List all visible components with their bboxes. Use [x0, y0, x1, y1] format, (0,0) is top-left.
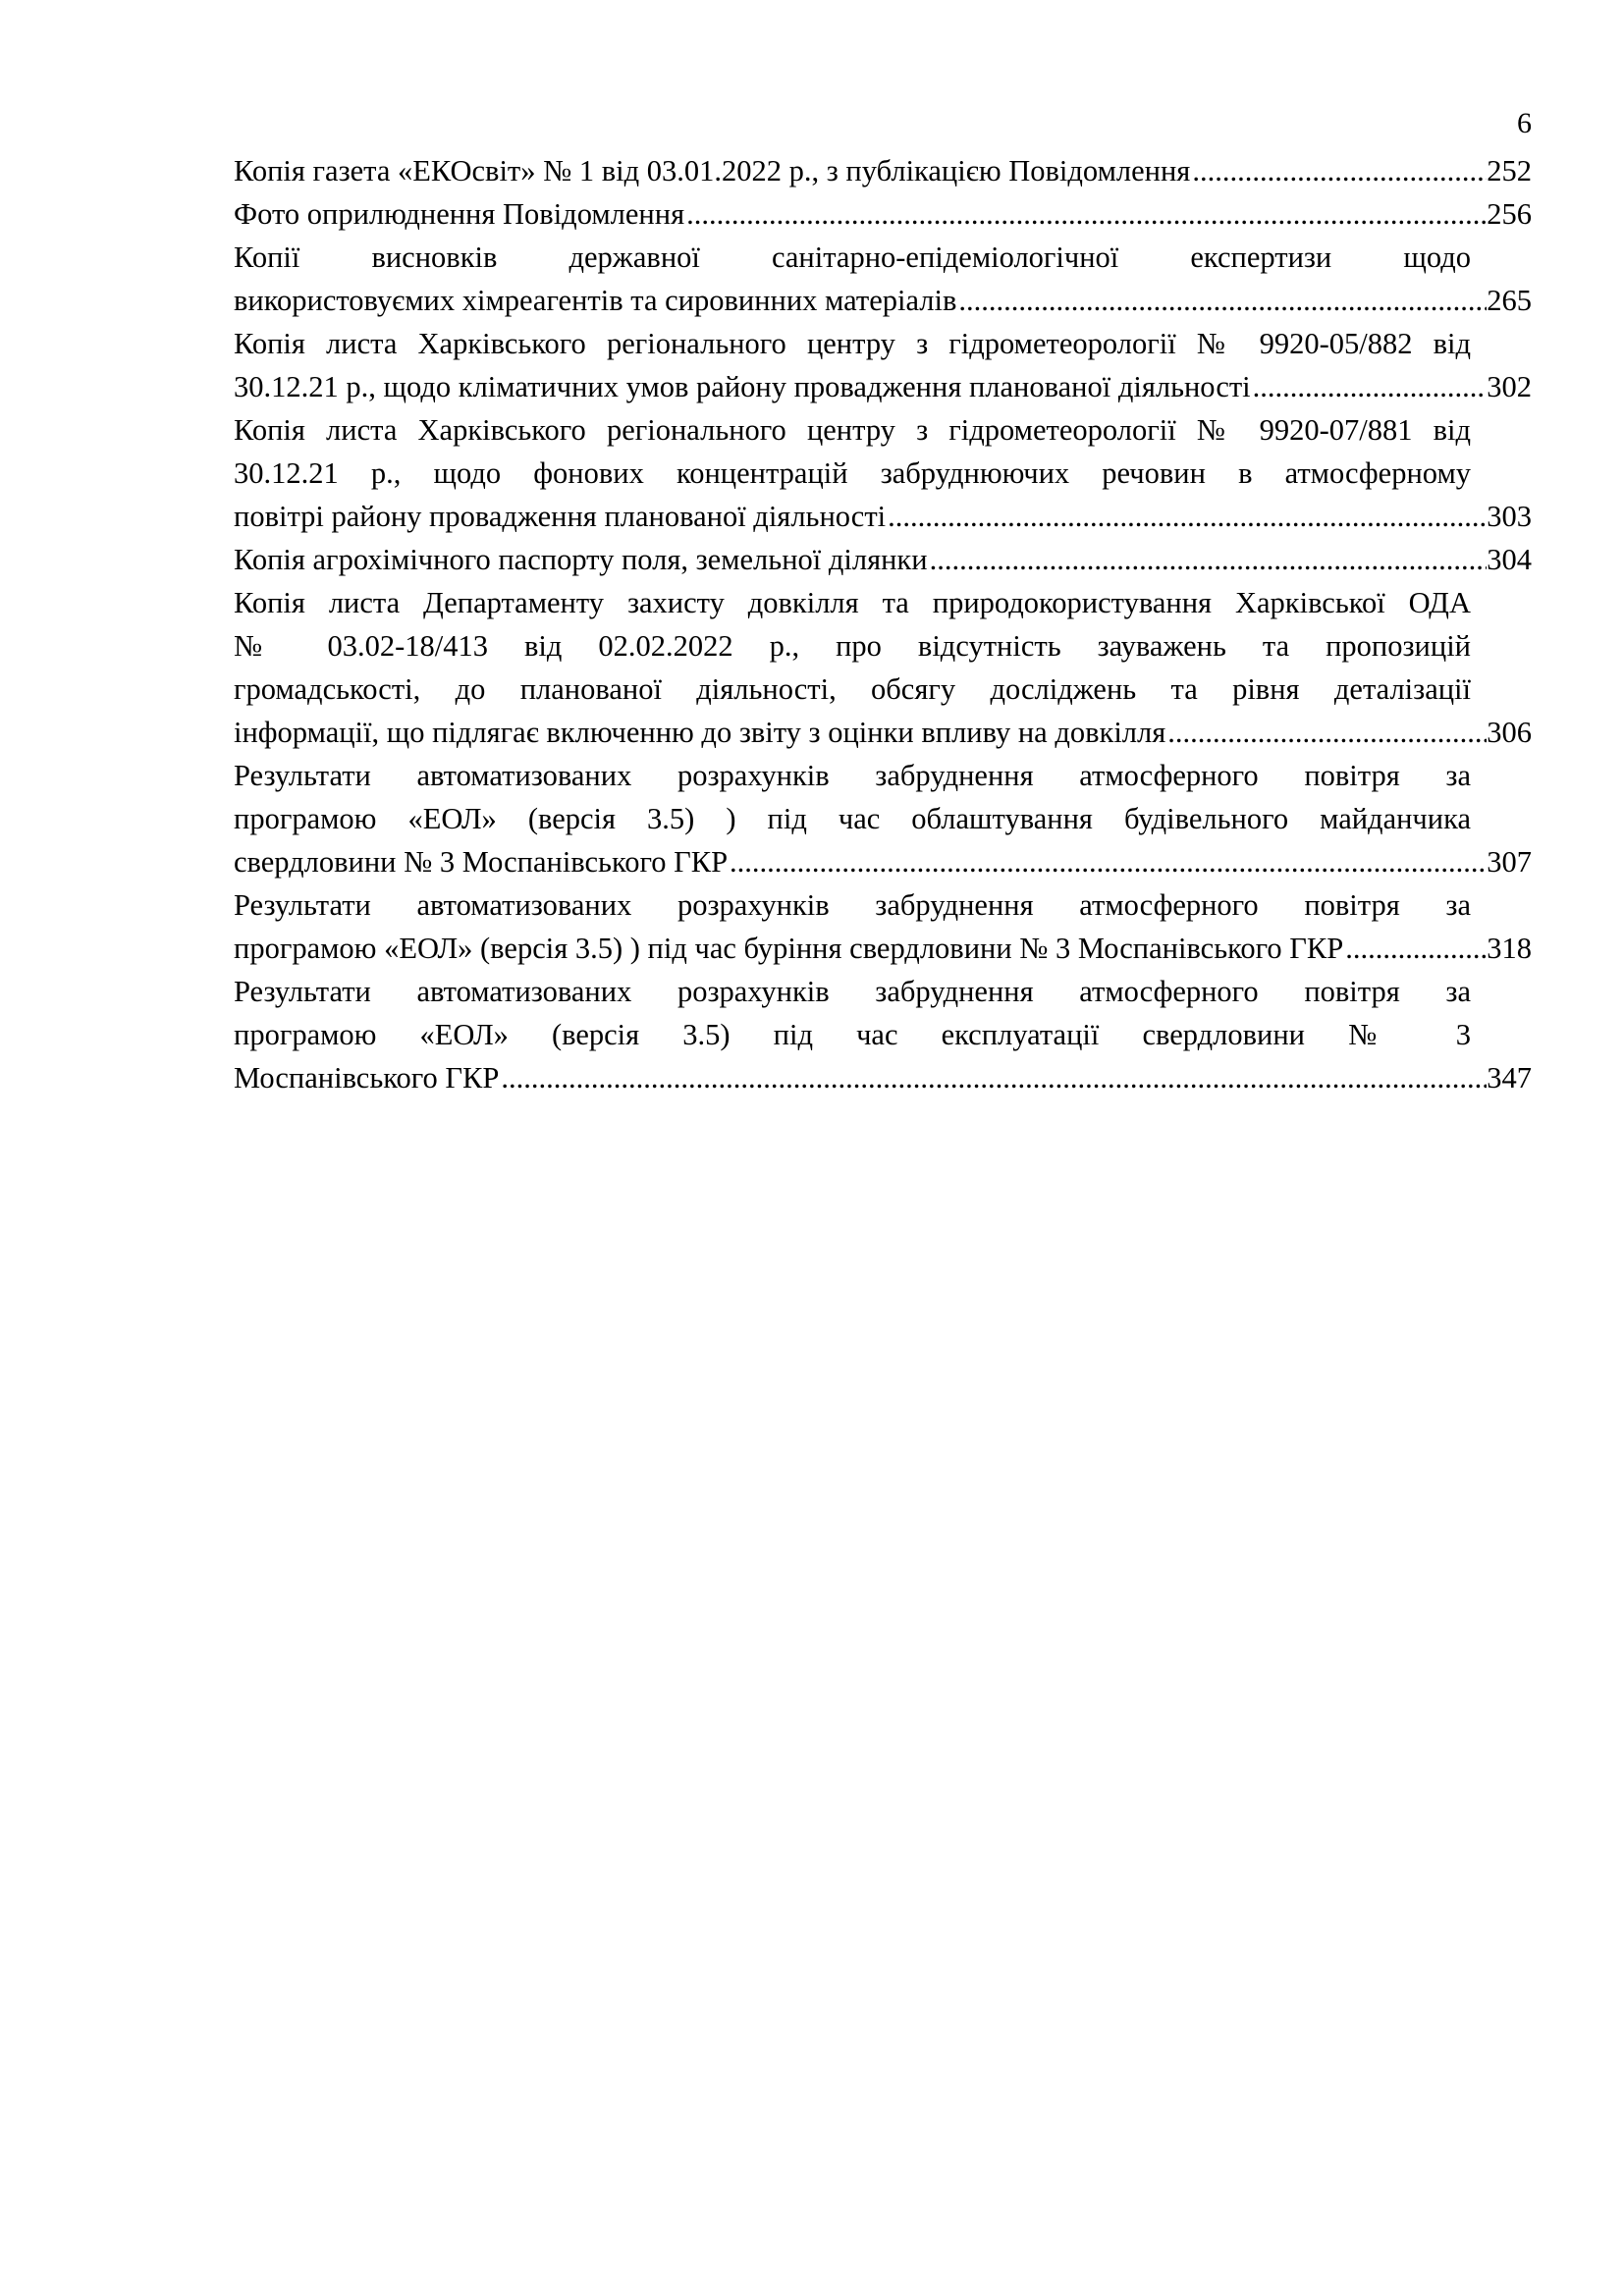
toc-entry-last-line: [234, 711, 1532, 754]
toc-entry-page-number: 306: [1487, 716, 1532, 749]
toc-entry-title: програмою «ЕОЛ» (версія 3.5) ) під час буріння свердловини № 3 Моспанівського ГКР: [234, 932, 1344, 965]
toc-dot-leader: [730, 840, 1487, 883]
toc-entry-page-number: 347: [1487, 1061, 1532, 1095]
toc-entry-title: повітрі району провадження планованої діяльності: [234, 500, 887, 533]
toc-dot-leader: [1345, 927, 1487, 970]
toc-entry-line: Результати автоматизованих розрахунків забруднення атмосферного повітря за: [234, 975, 1471, 1008]
toc-entry-title: Фото оприлюднення Повідомлення: [234, 197, 685, 231]
toc-dot-leader: [686, 192, 1487, 236]
toc-entry-last-line: [234, 495, 1532, 538]
toc-entry-last-line: [234, 1056, 1532, 1099]
toc-entry-page-number: 256: [1487, 197, 1532, 231]
toc-entry-line: програмою «ЕОЛ» (версія 3.5) ) під час облаштування будівельного майданчика: [234, 802, 1471, 835]
toc-entry-line: Результати автоматизованих розрахунків забруднення атмосферного повітря за: [234, 888, 1471, 922]
toc-entry-last-line: [234, 149, 1532, 192]
toc-entry-line: Копія листа Департаменту захисту довкілля та природокористування Харківської ОДА: [234, 586, 1471, 619]
toc-entry-page-number: 318: [1487, 932, 1532, 965]
toc-entry[interactable]: [234, 236, 1532, 322]
toc-entry-line: громадськості, до планованої діяльності, обсягу досліджень та рівня деталізації: [234, 672, 1471, 706]
toc-entry-title: Копія агрохімічного паспорту поля, земельної ділянки: [234, 543, 928, 576]
toc-entry[interactable]: [234, 149, 1532, 192]
toc-dot-leader: [958, 279, 1487, 322]
toc-entry-last-line: [234, 538, 1532, 581]
toc-entry[interactable]: [234, 192, 1532, 236]
toc-entry-last-line: [234, 840, 1532, 883]
toc-entry-last-line: [234, 192, 1532, 236]
toc-entry-page-number: 304: [1487, 543, 1532, 576]
toc-entry-line: програмою «ЕОЛ» (версія 3.5) під час експлуатації свердловини № 3: [234, 1018, 1471, 1051]
toc-entry[interactable]: [234, 322, 1532, 408]
toc-entry[interactable]: [234, 408, 1532, 538]
toc-entry[interactable]: [234, 970, 1532, 1099]
toc-entry-line: Копія листа Харківського регіонального центру з гідрометеорології № 9920-07/881 від: [234, 413, 1471, 447]
toc-entry[interactable]: [234, 754, 1532, 883]
page-number: 6: [1517, 107, 1532, 139]
toc-dot-leader: [501, 1056, 1487, 1099]
toc-entry-last-line: [234, 927, 1532, 970]
toc-entry-title: Копія газета «ЕКОсвіт» № 1 від 03.01.2022 р., з публікацією Повідомлення: [234, 154, 1191, 187]
toc-entry-title: 30.12.21 р., щодо кліматичних умов району провадження планованої діяльності: [234, 370, 1251, 403]
toc-entry[interactable]: [234, 883, 1532, 970]
toc-entry[interactable]: [234, 581, 1532, 754]
toc-entry-line: 30.12.21 р., щодо фонових концентрацій забруднюючих речовин в атмосферному: [234, 456, 1471, 490]
toc-entry-page-number: 307: [1487, 845, 1532, 879]
toc-entry-line: Копія листа Харківського регіонального центру з гідрометеорології № 9920-05/882 від: [234, 327, 1471, 360]
toc-entry-last-line: [234, 279, 1532, 322]
toc-dot-leader: [930, 538, 1488, 581]
toc-entry-line: Результати автоматизованих розрахунків забруднення атмосферного повітря за: [234, 759, 1471, 792]
toc-dot-leader: [1192, 149, 1487, 192]
toc-entry-line: № 03.02-18/413 від 02.02.2022 р., про відсутність зауважень та пропозицій: [234, 629, 1471, 663]
toc-entry-last-line: [234, 365, 1532, 408]
toc-entry-title: інформації, що підлягає включенню до звіту з оцінки впливу на довкілля: [234, 716, 1166, 749]
toc-entry[interactable]: [234, 538, 1532, 581]
toc-entry-page-number: 265: [1487, 284, 1532, 317]
toc-entry-line: Копії висновків державної санітарно-епідеміологічної експертизи щодо: [234, 240, 1471, 274]
toc-entry-title: Моспанівського ГКР: [234, 1061, 500, 1095]
toc-dot-leader: [1167, 711, 1487, 754]
toc-entry-title: використовуємих хімреагентів та сировинних матеріалів: [234, 284, 957, 317]
toc-dot-leader: [888, 495, 1487, 538]
toc-entry-page-number: 303: [1487, 500, 1532, 533]
toc-dot-leader: [1253, 365, 1488, 408]
table-of-contents: [234, 149, 1532, 1099]
toc-entry-page-number: 252: [1487, 154, 1532, 187]
toc-entry-page-number: 302: [1487, 370, 1532, 403]
toc-entry-title: свердловини № 3 Моспанівського ГКР: [234, 845, 729, 879]
